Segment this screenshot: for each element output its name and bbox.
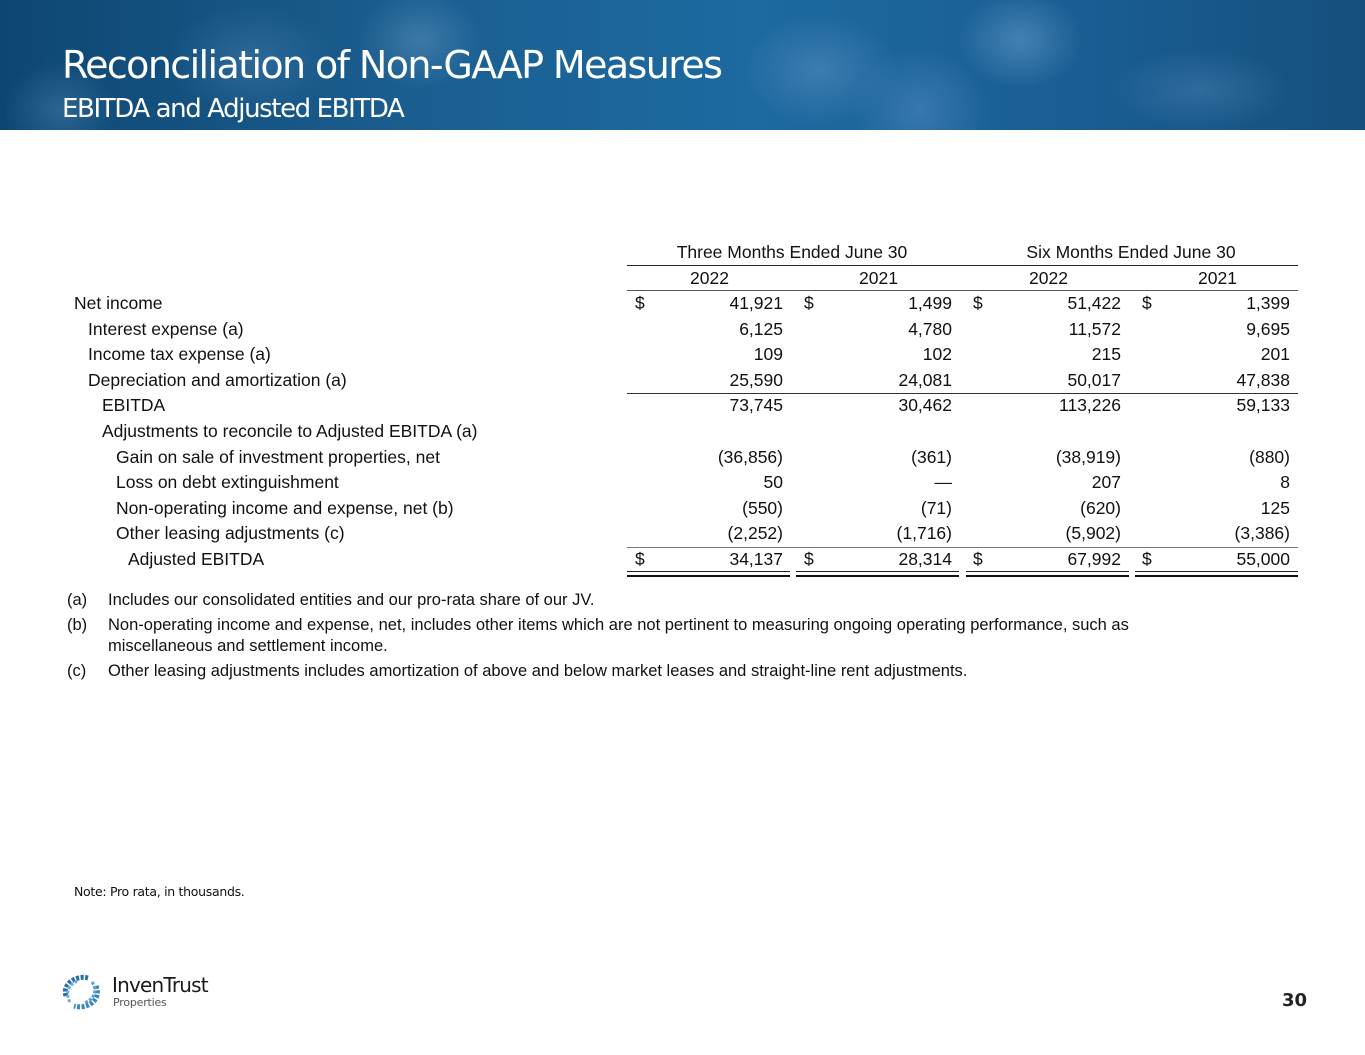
total-double-underline: [966, 575, 1129, 577]
footnote-text: Includes our consolidated entities and our pro-rata share of our JV.: [108, 591, 595, 609]
row-label: Adjustments to reconcile to Adjusted EBITDA (a): [102, 421, 478, 441]
table-cell: 28,314: [898, 549, 952, 569]
table-cell: (36,856): [717, 447, 783, 467]
year-rule: [627, 290, 1298, 291]
table-cell: 8: [1280, 472, 1290, 492]
row-label: Interest expense (a): [88, 319, 244, 339]
row-label: Gain on sale of investment properties, net: [116, 447, 440, 467]
total-rule: [627, 547, 1298, 548]
table-cell: 215: [1091, 344, 1121, 364]
table-cell: 24,081: [898, 370, 952, 390]
table-cell: 6,125: [739, 319, 783, 339]
table-cell: (1,716): [896, 523, 952, 543]
table-cell: (71): [920, 498, 952, 518]
footnote-text: Other leasing adjustments includes amortization of above and below market leases and straight-line rent adjustments.: [108, 662, 968, 680]
row-label: Loss on debt extinguishment: [116, 472, 339, 492]
row-label: Other leasing adjustments (c): [116, 523, 345, 543]
table-cell: 11,572: [1068, 319, 1121, 339]
header-rule: [627, 265, 1298, 266]
table-cell: 55,000: [1236, 549, 1290, 569]
logo-mark-icon: [58, 972, 104, 1012]
table-cell: 25,590: [729, 370, 783, 390]
table-cell: (361): [911, 447, 952, 467]
table-cell: 67,992: [1067, 549, 1121, 569]
footnotes: [67, 590, 1218, 686]
currency-symbol: $: [1142, 293, 1152, 313]
table-cell: 102: [922, 344, 952, 364]
table-cell: —: [934, 472, 952, 492]
table-cell: 201: [1260, 344, 1290, 364]
table-cell: 9,695: [1246, 319, 1290, 339]
subtotal-rule: [627, 393, 1298, 394]
table-cell: 73,745: [729, 395, 783, 415]
period-header-six-months: Six Months Ended June 30: [1026, 242, 1236, 262]
total-underline: [1135, 571, 1298, 572]
table-cell: 59,133: [1236, 395, 1290, 415]
units-note: Note: Pro rata, in thousands.: [74, 884, 245, 899]
currency-symbol: $: [635, 549, 645, 569]
table-cell: 50,017: [1067, 370, 1121, 390]
table-cell: (3,386): [1234, 523, 1290, 543]
footnote: [67, 590, 1218, 611]
logo-name: InvenTrust: [112, 973, 208, 997]
currency-symbol: $: [973, 293, 983, 313]
footnote-key: (c): [67, 662, 87, 680]
total-double-underline: [796, 575, 959, 577]
row-label: Adjusted EBITDA: [128, 549, 265, 569]
page-subtitle: EBITDA and Adjusted EBITDA: [62, 94, 404, 124]
currency-symbol: $: [635, 293, 645, 313]
table-cell: (5,902): [1065, 523, 1121, 543]
currency-symbol: $: [804, 293, 814, 313]
footnote: [67, 661, 1218, 682]
currency-symbol: $: [1142, 549, 1152, 569]
row-label: EBITDA: [102, 395, 166, 415]
table-cell: 34,137: [729, 549, 783, 569]
table-cell: (620): [1080, 498, 1121, 518]
total-underline: [966, 571, 1129, 572]
footnote: [67, 615, 1218, 657]
total-double-underline: [1135, 575, 1298, 577]
company-logo: [58, 972, 218, 1012]
table-cell: (38,919): [1055, 447, 1121, 467]
table-cell: 41,921: [729, 293, 783, 313]
header-banner: [0, 0, 1365, 130]
table-cell: 47,838: [1236, 370, 1290, 390]
table-cell: 125: [1260, 498, 1290, 518]
table-cell: (880): [1249, 447, 1290, 467]
table-cell: 1,499: [908, 293, 952, 313]
table-cell: (2,252): [727, 523, 783, 543]
footnote-key: (b): [67, 616, 88, 634]
footnote-text: Non-operating income and expense, net, includes other items which are not pertinent to measuring ongoing operating performance, such as miscellaneous and settlement income.: [108, 616, 1129, 655]
logo-subtitle: Properties: [113, 996, 167, 1009]
currency-symbol: $: [973, 549, 983, 569]
total-underline: [796, 571, 959, 572]
year-header: 2022: [690, 268, 729, 288]
page-title: Reconciliation of Non-GAAP Measures: [62, 43, 722, 87]
row-label: Depreciation and amortization (a): [88, 370, 347, 390]
table-cell: 4,780: [908, 319, 952, 339]
currency-symbol: $: [804, 549, 814, 569]
total-double-underline: [627, 575, 790, 577]
table-cell: (550): [742, 498, 783, 518]
row-label: Non-operating income and expense, net (b): [116, 498, 454, 518]
page-number: 30: [1282, 990, 1308, 1011]
table-cell: 207: [1091, 472, 1121, 492]
year-header: 2021: [1198, 268, 1237, 288]
period-header-three-months: Three Months Ended June 30: [676, 242, 908, 262]
year-header: 2022: [1029, 268, 1068, 288]
table-cell: 30,462: [898, 395, 952, 415]
year-header: 2021: [859, 268, 898, 288]
table-cell: 1,399: [1246, 293, 1290, 313]
footnote-key: (a): [67, 591, 88, 609]
total-underline: [627, 571, 790, 572]
table-cell: 50: [763, 472, 783, 492]
table-cell: 51,422: [1067, 293, 1121, 313]
row-label: Net income: [74, 293, 163, 313]
row-label: Income tax expense (a): [88, 344, 271, 364]
table-cell: 109: [753, 344, 783, 364]
table-cell: 113,226: [1059, 395, 1121, 415]
